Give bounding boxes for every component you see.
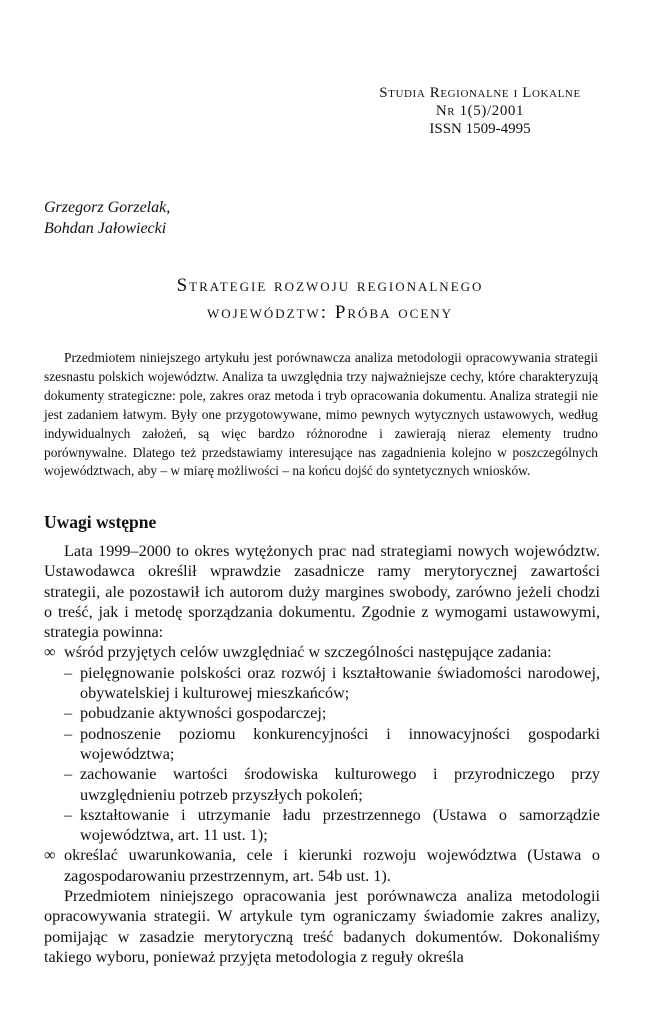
authors (44, 197, 170, 239)
infinity-bullet-icon: ∞ (44, 643, 56, 662)
sub-list-item (44, 805, 600, 846)
dash-bullet-icon: – (64, 663, 73, 682)
sub-list-item-text: pielęgnowanie polskości oraz rozwój i kształtowanie świadomości narodowej, obywatelskiej i kulturowej mieszkańców; (80, 663, 600, 703)
journal-issn: ISSN 1509-4995 (429, 121, 531, 137)
sub-list-item-text: zachowanie wartości środowiska kulturowego i przyrodniczego przy uwzględnieniu potrzeb przyszłych pokoleń; (80, 765, 600, 804)
article-title (60, 272, 600, 326)
title-line: Strategie rozwoju regionalnego (176, 275, 484, 296)
paragraph: Lata 1999–2000 to okres wytężonych prac nad strategiami nowych województw. Ustawodawca określił wprawdzie zasadnicze ramy merytorycznej zawartości strategii, ale pozostawił ich autorom duży margines swobody, zarówno jeżeli chodzi o treść, jak i metodę sporządzania dokumentu. Zgodnie z wymogami ustawowymi, strategia powinna: (44, 542, 600, 642)
body-text (44, 541, 600, 967)
dash-bullet-icon: – (64, 765, 73, 784)
sub-list-item-text: pobudzanie aktywności gospodarczej; (80, 704, 327, 723)
journal-issue: Nr 1(5)/2001 (435, 103, 525, 119)
sub-list-item (44, 703, 600, 723)
list-item (44, 642, 600, 662)
journal-header (330, 84, 630, 138)
dash-bullet-icon: – (64, 805, 73, 824)
infinity-bullet-icon: ∞ (44, 846, 56, 865)
section-heading: Uwagi wstępne (44, 512, 157, 532)
sub-list-item-text: podnoszenie poziomu konkurencyjności i innowacyjności gospodarki województwa; (80, 724, 600, 763)
author-name: Bohdan Jałowiecki (44, 220, 167, 237)
list-item (44, 845, 600, 886)
list-item-text: wśród przyjętych celów uwzględniać w szczególności następujące zadania: (64, 643, 552, 662)
sub-list-item (44, 724, 600, 765)
list-item-text: określać uwarunkowania, cele i kierunki rozwoju województwa (Ustawa o zagospodarowaniu przestrzennym, art. 54b ust. 1). (64, 846, 600, 885)
sub-list-item (44, 764, 600, 805)
sub-list-item-text: kształtowanie i utrzymanie ładu przestrzennego (Ustawa o samorządzie województwa, art. 11 ust. 1); (80, 805, 600, 845)
author-name: Grzegorz Gorzelak, (44, 199, 171, 216)
dash-bullet-icon: – (64, 724, 73, 743)
dash-bullet-icon: – (64, 704, 73, 723)
paragraph: Przedmiotem niniejszego opracowania jest porównawcza analiza metodologii opracowywania strategii. W artykule tym ograniczamy świadomie zakres analizy, pomijając w zasadzie merytoryczną treść badanych dokumentów. Dokonaliśmy takiego wyboru, ponieważ przyjęta metodologia z reguły określa (44, 887, 600, 966)
abstract: Przedmiotem niniejszego artykułu jest porównawcza analiza metodologii opracowywania strategii szesnastu polskich województw. Analiza ta uwzględnia trzy najważniejsze cechy, które charakteryzują dokumenty strategiczne: pole, zakres oraz metoda i tryb opracowania dokumentu. Analiza strategii nie jest zadaniem łatwym. Były one przygotowywane, mimo pewnych wytycznych ustawowych, według indywidualnych założeń, są więc bardzo różnorodne i zawierają nieraz elementy trudno porównywalne. Dlatego też przedstawiamy interesujące nas zagadnienia kolejno w poszczególnych województwach, aby – w miarę możliwości – na końcu dojść do syntetycznych wniosków. (44, 350, 598, 479)
title-line: województw: Próba oceny (206, 302, 454, 323)
sub-list-item (44, 663, 600, 704)
journal-name: Studia Regionalne i Lokalne (379, 85, 581, 101)
